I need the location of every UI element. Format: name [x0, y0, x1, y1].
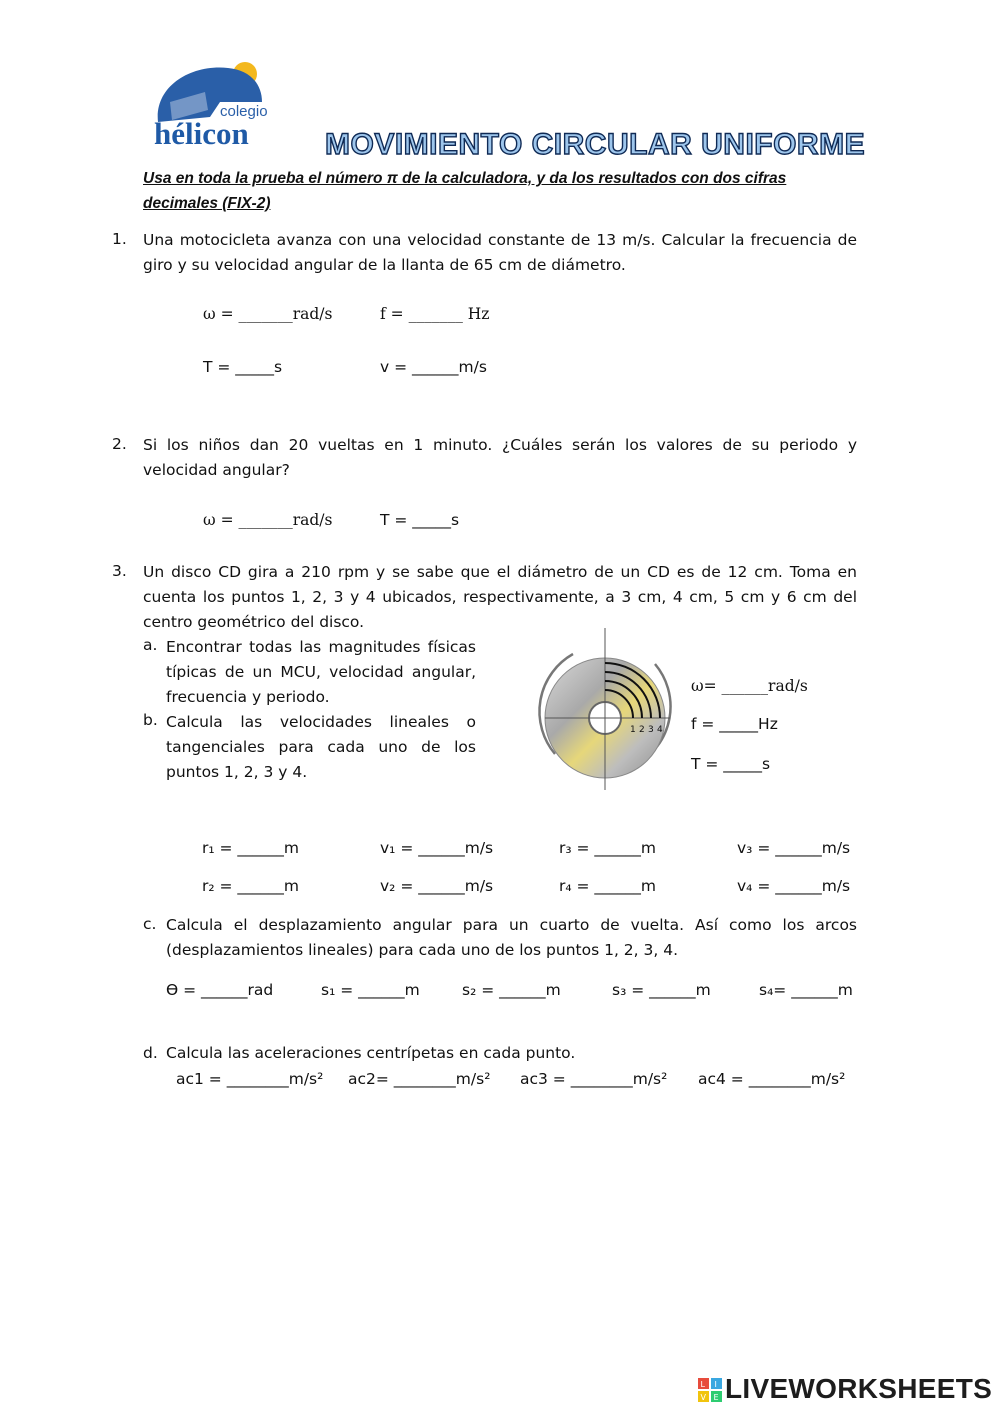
- v3-answer[interactable]: v₃ = ______m/s: [737, 839, 851, 857]
- q2-number: 2.: [112, 435, 127, 453]
- badge-letter-e: E: [713, 1393, 719, 1402]
- s1-answer[interactable]: s₁ = ______m: [321, 981, 420, 999]
- liveworksheets-badge-icon: [698, 1378, 722, 1402]
- v4-answer[interactable]: v₄ = ______m/s: [737, 877, 851, 895]
- s2-answer[interactable]: s₂ = ______m: [462, 981, 561, 999]
- q3d-label: d.: [143, 1044, 158, 1062]
- cd-disk-illustration: [535, 628, 675, 790]
- disk-label-1: 1: [630, 725, 636, 735]
- r2-answer[interactable]: r₂ = ______m: [202, 877, 300, 895]
- q1-number: 1.: [112, 230, 127, 248]
- q3a-label: a.: [143, 636, 158, 654]
- ac1-answer[interactable]: ac1 = ________m/s²: [176, 1070, 324, 1088]
- q1-omega-answer[interactable]: ω = _______rad/s: [203, 305, 333, 323]
- q3-frequency-answer[interactable]: f = _____Hz: [691, 715, 778, 733]
- q3-period-answer[interactable]: T = _____s: [691, 755, 771, 773]
- q1-velocity-answer[interactable]: v = ______m/s: [380, 358, 487, 376]
- ac2-answer[interactable]: ac2= ________m/s²: [348, 1070, 491, 1088]
- q3-number: 3.: [112, 562, 127, 580]
- q3-text: Un disco CD gira a 210 rpm y se sabe que el diámetro de un CD es de 12 cm. Toma en cuenta los puntos 1, 2, 3 y 4 ubicados, respectivamente, a 3 cm, 4 cm, 5 cm y 6 cm del centro geométrico del disco.: [143, 563, 857, 631]
- school-logo: [150, 62, 280, 157]
- theta-answer[interactable]: ϴ = ______rad: [166, 981, 274, 999]
- badge-letter-v: V: [700, 1393, 706, 1402]
- disk-label-2: 2: [639, 725, 645, 735]
- page-title: MOVIMIENTO CIRCULAR UNIFORME: [325, 128, 866, 161]
- q3b-label: b.: [143, 711, 158, 729]
- q3d-text: Calcula las aceleraciones centrípetas en cada punto.: [166, 1044, 576, 1062]
- v2-answer[interactable]: v₂ = ______m/s: [380, 877, 494, 895]
- ac3-answer[interactable]: ac3 = ________m/s²: [520, 1070, 668, 1088]
- q1-period-answer[interactable]: T = _____s: [203, 358, 283, 376]
- r4-answer[interactable]: r₄ = ______m: [559, 877, 657, 895]
- instructions: Usa en toda la prueba el número π de la calculadora, y da los resultados con dos cifras decimales (FIX-2): [143, 170, 787, 212]
- q3a-text: Encontrar todas las magnitudes físicas típicas de un MCU, velocidad angular, frecuencia y periodo.: [166, 638, 476, 706]
- q2-period-answer[interactable]: T = _____s: [380, 511, 460, 529]
- q2-omega-answer[interactable]: ω = _______rad/s: [203, 511, 333, 529]
- r3-answer[interactable]: r₃ = ______m: [559, 839, 657, 857]
- disk-label-4: 4: [657, 725, 663, 735]
- q1-frequency-answer[interactable]: f = _______ Hz: [380, 305, 490, 323]
- badge-letter-l: L: [700, 1380, 705, 1389]
- ac4-answer[interactable]: ac4 = ________m/s²: [698, 1070, 846, 1088]
- r1-answer[interactable]: r₁ = ______m: [202, 839, 300, 857]
- disk-label-3: 3: [648, 725, 654, 735]
- q1-text: Una motocicleta avanza con una velocidad constante de 13 m/s. Calcular la frecuencia de giro y su velocidad angular de la llanta de 65 cm de diámetro.: [143, 231, 857, 274]
- liveworksheets-watermark[interactable]: LIVEWORKSHEETS: [725, 1373, 993, 1404]
- s3-answer[interactable]: s₃ = ______m: [612, 981, 711, 999]
- q3b-text: Calcula las velocidades lineales o tangenciales para cada uno de los puntos 1, 2, 3 y 4.: [166, 713, 476, 781]
- logo-small-text: colegio: [220, 103, 268, 120]
- q3c-label: c.: [143, 915, 157, 933]
- q3c-text: Calcula el desplazamiento angular para un cuarto de vuelta. Así como los arcos (desplazamientos lineales) para cada uno de los puntos 1, 2, 3, 4.: [166, 916, 857, 959]
- q3-omega-answer[interactable]: ω= ______rad/s: [691, 677, 808, 695]
- badge-letter-i: I: [714, 1380, 717, 1389]
- v1-answer[interactable]: v₁ = ______m/s: [380, 839, 494, 857]
- logo-name: hélicon: [154, 116, 249, 151]
- q2-text: Si los niños dan 20 vueltas en 1 minuto. ¿Cuáles serán los valores de su periodo y velocidad angular?: [143, 436, 857, 479]
- s4-answer[interactable]: s₄= ______m: [759, 981, 853, 999]
